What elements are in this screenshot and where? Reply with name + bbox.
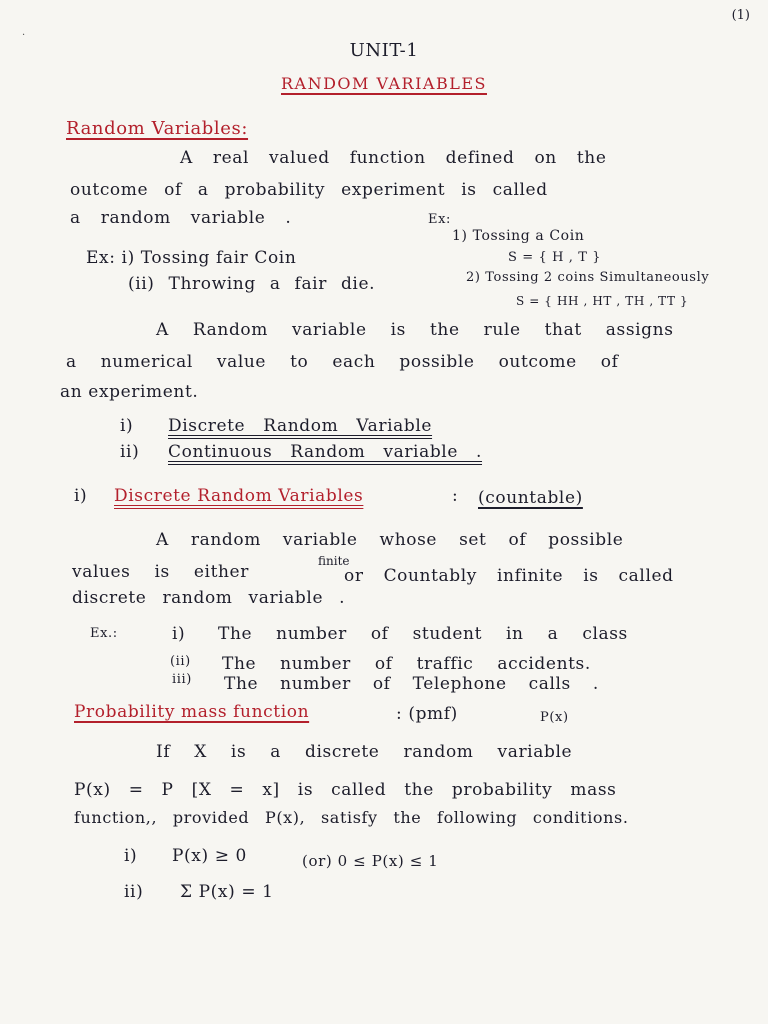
section-2-colon: : (452, 486, 459, 506)
condition-1: P(x) ≥ 0 (172, 846, 247, 866)
discrete-def-line-3: discrete random variable . (72, 588, 346, 608)
section-2-tag: (countable) (478, 488, 583, 508)
pmf-line-2: P(x) = P [X = x] is called the probability mass (74, 780, 617, 800)
side-example-label: Ex: (428, 212, 452, 227)
discrete-example-3: The number of Telephone calls . (224, 674, 599, 694)
page-title: RANDOM VARIABLES (281, 74, 487, 93)
section-heading-pmf: Probability mass function (74, 702, 310, 722)
margin-mark: · (22, 30, 26, 41)
discrete-def-line-1: A random variable whose set of possible (156, 530, 624, 550)
definition-line-2: outcome of a probability experiment is called (70, 180, 548, 200)
definition-line-3: a random variable . (70, 208, 292, 228)
rule-line-2: a numerical value to each possible outcome of (66, 352, 619, 372)
discrete-example-label: Ex.: (90, 626, 118, 641)
side-example-1: 1) Tossing a Coin (452, 228, 585, 244)
pmf-line-1: If X is a discrete random variable (156, 742, 573, 762)
type-ii-text: Continuous Random variable . (168, 442, 483, 462)
discrete-def-line-2a: values is either (72, 562, 249, 582)
type-i-number: i) (120, 416, 134, 436)
side-example-2: 2) Tossing 2 coins Simultaneously (466, 270, 710, 285)
discrete-example-2-number: (ii) (170, 654, 191, 669)
rule-line-1: A Random variable is the rule that assigns (156, 320, 674, 340)
discrete-example-1-number: i) (172, 624, 186, 644)
side-example-2-set: S = { HH , HT , TH , TT } (516, 294, 689, 308)
type-ii-number: ii) (120, 442, 140, 462)
discrete-example-2: The number of traffic accidents. (222, 654, 591, 674)
discrete-example-3-number: iii) (172, 672, 192, 687)
condition-1-alt: (or) 0 ≤ P(x) ≤ 1 (302, 852, 439, 870)
section-2-number: i) (74, 486, 88, 506)
side-example-1-set: S = { H , T } (508, 250, 602, 265)
condition-1-number: i) (124, 846, 138, 866)
condition-2: Σ P(x) = 1 (180, 882, 274, 902)
definition-line-1: A real valued function defined on the (180, 148, 607, 168)
type-i-text: Discrete Random Variable (168, 416, 433, 436)
discrete-def-line-2b: or Countably infinite is called (344, 566, 674, 586)
discrete-def-finite: finite (318, 554, 350, 568)
condition-2-number: ii) (124, 882, 144, 902)
pmf-symbol: P(x) (540, 710, 569, 725)
example-i: Ex: i) Tossing fair Coin (86, 248, 297, 268)
pmf-line-3: function,, provided P(x), satisfy the following conditions. (74, 808, 629, 827)
unit-title: UNIT-1 (349, 40, 419, 61)
pmf-tag: : (pmf) (396, 704, 458, 724)
example-ii: (ii) Throwing a fair die. (128, 274, 376, 294)
section-heading-discrete: Discrete Random Variables (114, 486, 364, 506)
discrete-example-1: The number of student in a class (218, 624, 628, 644)
rule-line-3: an experiment. (60, 382, 199, 402)
section-heading-random-variables: Random Variables: (66, 118, 249, 139)
page-number: (1) (731, 8, 750, 23)
